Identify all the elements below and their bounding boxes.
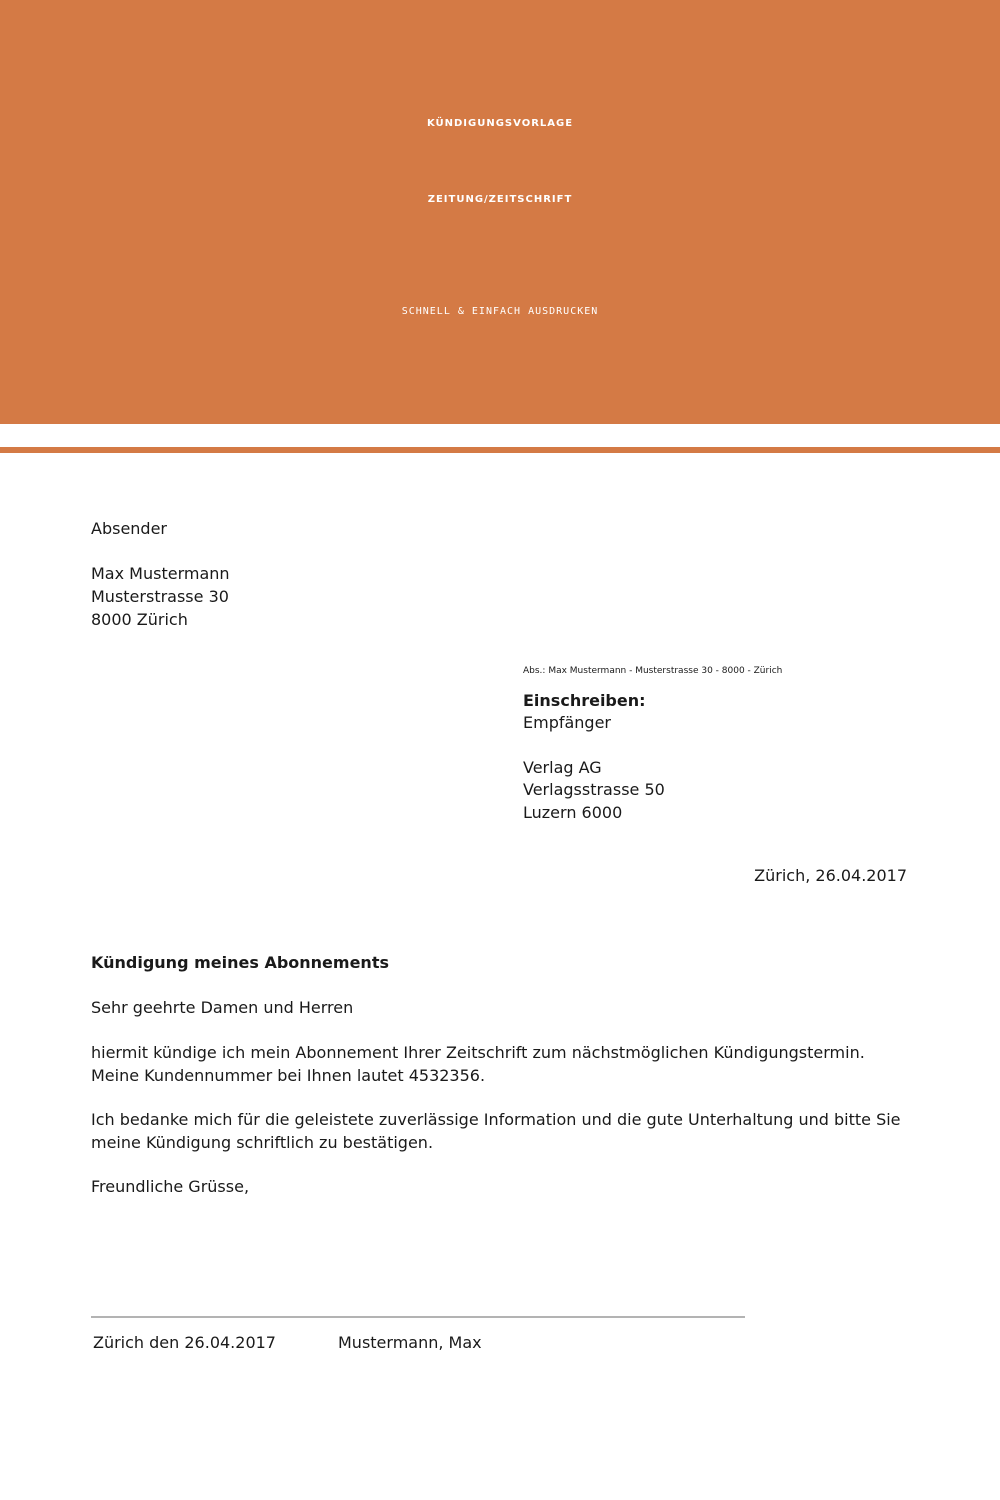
sender-label: Absender [91, 519, 167, 538]
paragraph1-line1: hiermit kündige ich mein Abonnement Ihrer Zeitschrift zum nächstmöglichen Kündigungstermin. [91, 1043, 865, 1062]
banner-title-line2: ZEITUNG/ZEITSCHRIFT [427, 194, 573, 205]
accent-divider [0, 447, 1000, 453]
sender-name: Max Mustermann [91, 564, 230, 583]
return-address-line: Abs.: Max Mustermann - Musterstrasse 30 - 8000 - Zürich [523, 666, 783, 676]
paragraph2-line2: meine Kündigung schriftlich zu bestätigen. [91, 1133, 434, 1152]
recipient-delivery-type: Einschreiben: [523, 691, 646, 710]
signature-line [91, 1316, 745, 1318]
recipient-label: Empfänger [523, 713, 612, 732]
sender-street: Musterstrasse 30 [91, 587, 229, 606]
recipient-street: Verlagsstrasse 50 [523, 780, 665, 799]
banner-title-line1: KÜNDIGUNGSVORLAGE [426, 118, 574, 129]
letter-date: Zürich, 26.04.2017 [754, 866, 907, 885]
signature-name: Mustermann, Max [338, 1333, 482, 1352]
banner-subtitle: SCHNELL & EINFACH AUSDRUCKEN [401, 306, 599, 317]
sender-city: 8000 Zürich [91, 610, 188, 629]
signature-place-date: Zürich den 26.04.2017 [93, 1333, 276, 1352]
header-banner [0, 0, 1000, 424]
letter-closing: Freundliche Grüsse, [91, 1177, 250, 1196]
recipient-city: Luzern 6000 [523, 803, 623, 822]
letter-subject: Kündigung meines Abonnements [91, 953, 389, 972]
paragraph1-line2: Meine Kundennummer bei Ihnen lautet 4532356. [91, 1066, 486, 1085]
letter-salutation: Sehr geehrte Damen und Herren [91, 998, 354, 1017]
paragraph2-line1: Ich bedanke mich für die geleistete zuverlässige Information und die gute Unterhaltung und bitte Sie [91, 1110, 901, 1129]
recipient-company: Verlag AG [523, 758, 602, 777]
